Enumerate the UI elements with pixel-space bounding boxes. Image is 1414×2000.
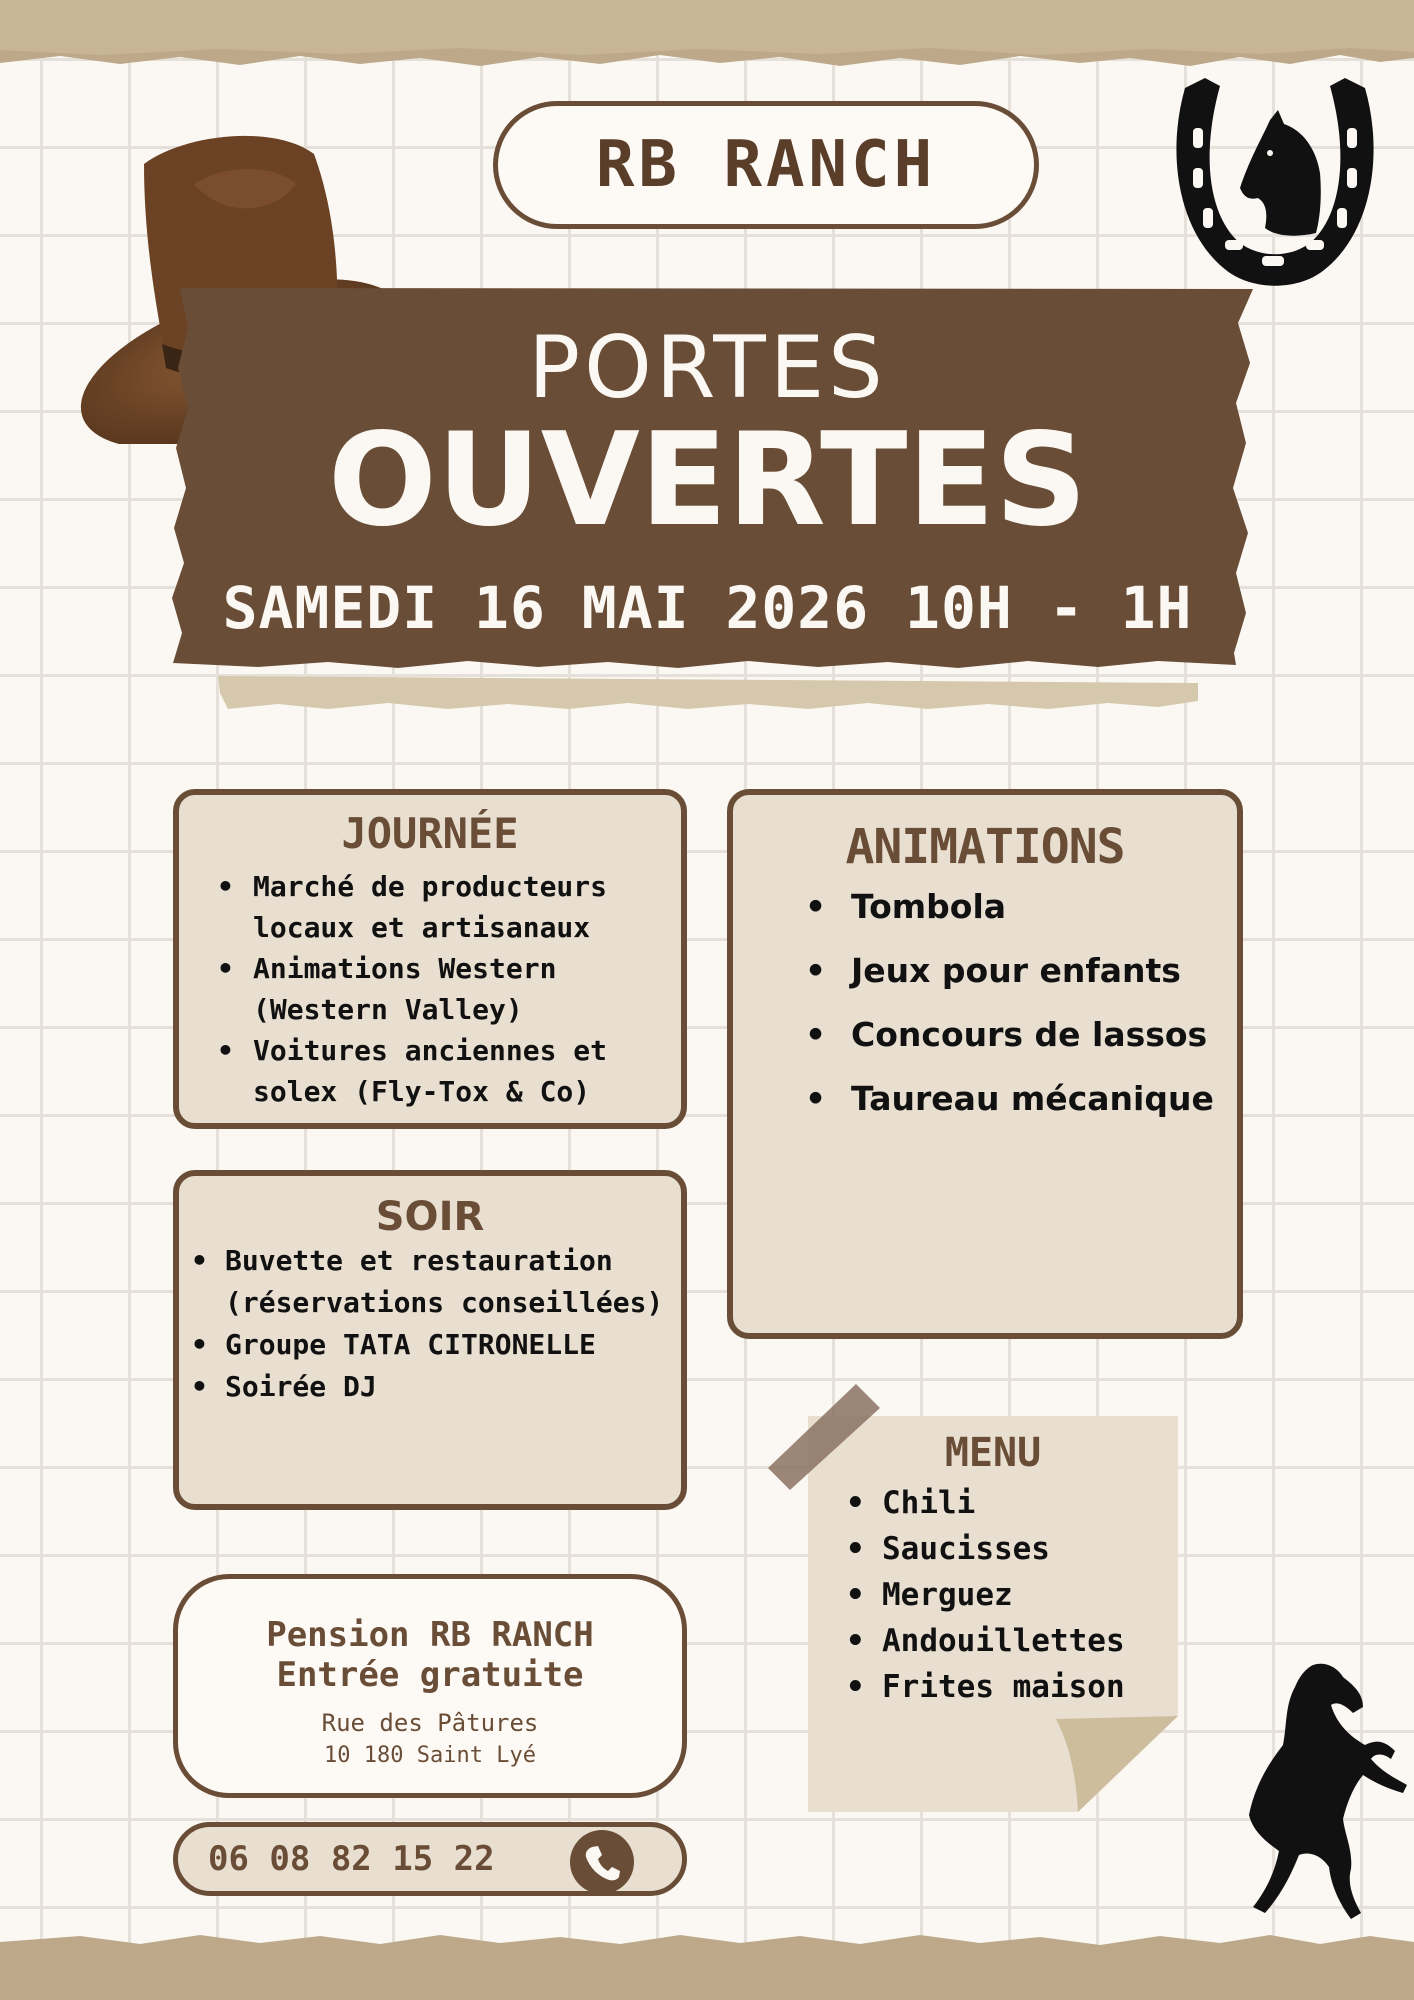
rearing-horse-icon bbox=[1225, 1655, 1414, 1930]
phone-pill[interactable] bbox=[173, 1822, 687, 1896]
torn-paper-bottom bbox=[0, 1930, 1414, 2000]
list-item: • Andouillettes bbox=[882, 1618, 1178, 1664]
phone-icon[interactable] bbox=[570, 1830, 634, 1894]
list-item: • Groupe TATA CITRONELLE bbox=[225, 1324, 681, 1366]
ranch-name: RB RANCH bbox=[595, 128, 937, 202]
list-item: • Frites maison bbox=[882, 1664, 1178, 1710]
event-date: SAMEDI 16 MAI 2026 10H - 1H bbox=[222, 574, 1193, 642]
banner-line-ouvertes: OUVERTES bbox=[328, 406, 1087, 555]
list-item: • Animations Western (Western Valley) bbox=[253, 948, 681, 1030]
list-item: • Taureau mécanique bbox=[851, 1067, 1217, 1131]
journee-list bbox=[179, 866, 681, 1112]
menu-list bbox=[808, 1480, 1178, 1710]
tape-strip bbox=[768, 1382, 888, 1492]
animations-title: ANIMATIONS bbox=[845, 819, 1125, 875]
pension-box bbox=[173, 1574, 687, 1798]
entry-info: Entrée gratuite bbox=[276, 1655, 584, 1695]
animations-list bbox=[733, 875, 1237, 1131]
banner-line-portes: PORTES bbox=[528, 318, 887, 418]
list-item: • Chili bbox=[882, 1480, 1178, 1526]
list-item: • Merguez bbox=[882, 1572, 1178, 1618]
horseshoe-horse-icon bbox=[1170, 68, 1380, 288]
soir-box bbox=[173, 1170, 687, 1510]
list-item: • Saucisses bbox=[882, 1526, 1178, 1572]
animations-box bbox=[727, 789, 1243, 1339]
list-item: • Tombola bbox=[851, 875, 1217, 939]
journee-title: JOURNÉE bbox=[341, 809, 519, 858]
list-item: • Concours de lassos bbox=[851, 1003, 1217, 1067]
soir-list bbox=[179, 1240, 681, 1408]
address-city: 10 180 Saint Lyé bbox=[324, 1743, 536, 1768]
ranch-name-pill bbox=[493, 101, 1039, 229]
menu-title: MENU bbox=[944, 1430, 1042, 1476]
list-item: • Soirée DJ bbox=[225, 1366, 681, 1408]
journee-box bbox=[173, 789, 687, 1129]
list-item: • Voitures anciennes et solex (Fly-Tox & Co) bbox=[253, 1030, 681, 1112]
soir-title: SOIR bbox=[375, 1194, 485, 1240]
list-item: • Buvette et restauration (réservations conseillées) bbox=[225, 1240, 681, 1324]
pension-name: Pension RB RANCH bbox=[266, 1615, 594, 1655]
list-item: • Marché de producteurs locaux et artisanaux bbox=[253, 866, 681, 948]
list-item: • Jeux pour enfants bbox=[851, 939, 1217, 1003]
phone-number[interactable]: 06 08 82 15 22 bbox=[208, 1839, 495, 1879]
address-street: Rue des Pâtures bbox=[321, 1709, 539, 1737]
